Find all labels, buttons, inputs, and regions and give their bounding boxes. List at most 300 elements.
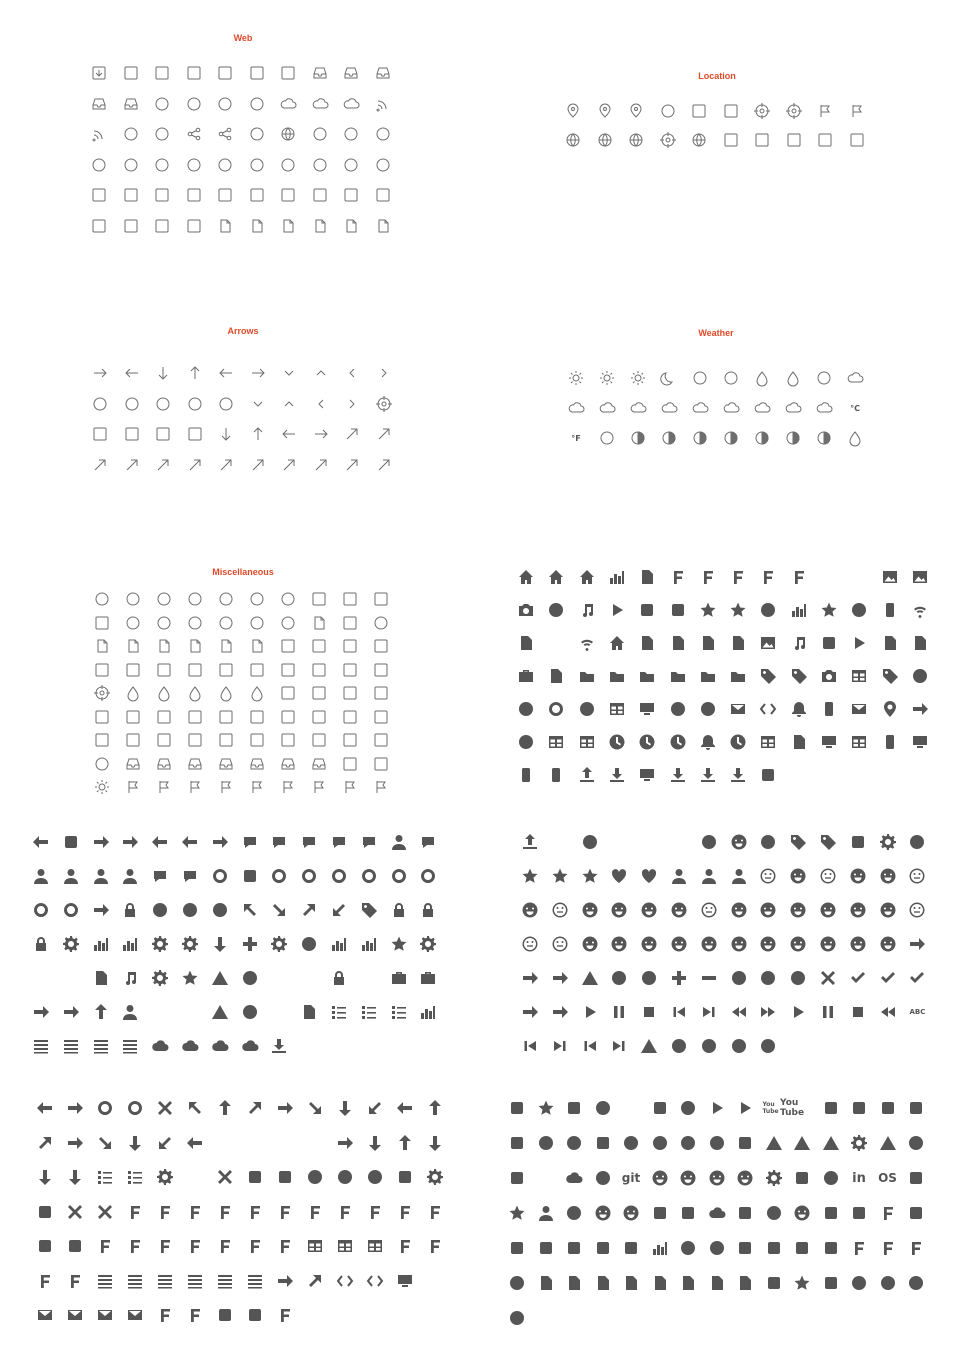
solid-d-arrowL-icon <box>184 1132 206 1154</box>
solid-c-face-icon <box>787 933 809 955</box>
solid-d-arrowL-icon <box>34 1097 56 1119</box>
solid-c-tag-icon <box>787 831 809 853</box>
solid-b-lines-icon <box>119 1035 141 1057</box>
solid-c-warn-icon <box>579 967 601 989</box>
arrows-diag-icon <box>121 454 143 476</box>
solid-c-circ-icon <box>906 831 928 853</box>
solid-d-table-icon <box>364 1235 386 1257</box>
solid-d-diagUR-icon <box>304 1270 326 1292</box>
location-pin-icon <box>562 100 584 122</box>
web-circ-icon <box>183 154 205 176</box>
solid-a-cam-icon <box>515 599 537 621</box>
solid-c-face-icon <box>579 933 601 955</box>
solid-b-lock-icon <box>417 899 439 921</box>
misc-box-icon <box>246 659 268 681</box>
solid-a-circ-icon <box>757 599 779 621</box>
solid-d-diagUL-icon <box>184 1097 206 1119</box>
solid-d-sq-icon <box>34 1201 56 1223</box>
web-globe-icon <box>277 123 299 145</box>
solid-c-face-icon <box>638 933 660 955</box>
misc-circ-icon <box>91 588 113 610</box>
solid-a-play-icon <box>606 599 628 621</box>
misc-tray-icon <box>277 753 299 775</box>
solid-a-table-icon <box>848 665 870 687</box>
misc-circ-icon <box>184 612 206 634</box>
solid-c-play-icon <box>787 1001 809 1023</box>
web-doc-icon <box>277 215 299 237</box>
location-globe-icon <box>562 129 584 151</box>
solid-a-doc-icon <box>909 632 931 654</box>
misc-flag-icon <box>277 776 299 798</box>
solid-d-arrowR-icon <box>274 1270 296 1292</box>
solid-a-clock-icon <box>667 731 689 753</box>
solid-b-arrowU-icon <box>90 1001 112 1023</box>
solid-b-ring-icon <box>30 899 52 921</box>
misc-box-icon <box>339 635 361 657</box>
misc-box-icon <box>370 682 392 704</box>
arrows-diag-icon <box>215 454 237 476</box>
solid-a-folder-icon <box>667 665 689 687</box>
solid-c-check-icon <box>877 967 899 989</box>
solid-a-folder-icon <box>606 665 628 687</box>
web-box-icon <box>214 62 236 84</box>
arrows-chevU-icon <box>310 362 332 384</box>
arrows-diag-icon <box>152 454 174 476</box>
web-box-icon <box>151 184 173 206</box>
arrows-circ-icon <box>121 393 143 415</box>
solid-d-letterF-icon <box>364 1201 386 1223</box>
weather-drop-icon <box>782 367 804 389</box>
solid-b-drop-icon <box>268 967 290 989</box>
misc-box-icon <box>308 659 330 681</box>
misc-box-icon <box>308 682 330 704</box>
arrows-arrowR-icon <box>310 423 332 445</box>
solid-b-ring-icon <box>358 865 380 887</box>
solid-c-circ-icon <box>668 1035 690 1057</box>
solid-c-face-icon <box>728 899 750 921</box>
solid-e-warn-icon <box>877 1132 899 1154</box>
solid-c-face-icon <box>847 865 869 887</box>
solid-e-circ-icon <box>506 1307 528 1329</box>
solid-b-circ-icon <box>149 899 171 921</box>
solid-b-cloud-icon <box>149 1035 171 1057</box>
misc-box-icon <box>277 729 299 751</box>
location-pin-icon <box>625 100 647 122</box>
solid-a-doc-icon <box>545 665 567 687</box>
solid-c-face-icon <box>668 899 690 921</box>
arrows-box-icon <box>121 423 143 445</box>
misc-box-icon <box>308 635 330 657</box>
web-circ-icon <box>151 123 173 145</box>
arrows-diag-icon <box>89 454 111 476</box>
solid-c-face-icon <box>668 933 690 955</box>
solid-c-star-icon <box>519 865 541 887</box>
solid-e-face-icon <box>791 1202 813 1224</box>
solid-b-bars-icon <box>119 933 141 955</box>
solid-c-face-icon <box>579 899 601 921</box>
misc-circ-icon <box>246 612 268 634</box>
solid-c-skipS-icon <box>579 1035 601 1057</box>
solid-b-warn-icon <box>209 1001 231 1023</box>
solid-e-sq-icon <box>877 1097 899 1119</box>
solid-d-letterF-icon <box>64 1270 86 1292</box>
misc-doc-icon <box>215 635 237 657</box>
solid-c-flag-icon <box>638 831 660 853</box>
solid-d-lines-icon <box>94 1270 116 1292</box>
solid-e-circ-icon <box>677 1237 699 1259</box>
solid-b-listB-icon <box>328 1001 350 1023</box>
solid-a-tag-icon <box>788 665 810 687</box>
misc-box-icon <box>91 659 113 681</box>
solid-a-ul-icon <box>576 764 598 786</box>
solid-e-letterF-icon <box>905 1237 927 1259</box>
solid-d-chev-icon <box>274 1132 296 1154</box>
solid-e-doc-icon <box>734 1272 756 1294</box>
solid-c-arrowR-icon <box>519 967 541 989</box>
solid-b-bars-icon <box>328 933 350 955</box>
weather-circ-icon <box>689 367 711 389</box>
misc-circ-icon <box>122 588 144 610</box>
misc-box-icon <box>184 659 206 681</box>
solid-c-globe-icon <box>549 831 571 853</box>
solid-b-diagDL-icon <box>328 899 350 921</box>
solid-e-circ-icon <box>848 1272 870 1294</box>
solid-a-mail-icon <box>727 698 749 720</box>
solid-d-arrowD-icon <box>34 1166 56 1188</box>
misc-box-icon <box>91 729 113 751</box>
solid-a-folder-icon <box>697 665 719 687</box>
solid-d-letterF-icon <box>184 1235 206 1257</box>
solid-e-face-icon <box>706 1167 728 1189</box>
location-box-icon <box>720 100 742 122</box>
solid-e-circ-icon <box>820 1167 842 1189</box>
solid-a-doc-icon <box>636 632 658 654</box>
misc-target-icon <box>91 682 113 704</box>
solid-e-gear-icon <box>763 1167 785 1189</box>
solid-a-circ-icon <box>909 665 931 687</box>
solid-b-drop-icon <box>30 967 52 989</box>
solid-b-plus-icon <box>239 933 261 955</box>
solid-e-cloud-icon <box>563 1167 585 1189</box>
misc-box-icon <box>184 706 206 728</box>
solid-c-share-icon <box>608 831 630 853</box>
web-box-icon <box>246 184 268 206</box>
solid-b-lock-icon <box>119 899 141 921</box>
solid-c-warn-icon <box>638 1035 660 1057</box>
solid-b-star-icon <box>179 967 201 989</box>
web-box-icon <box>151 215 173 237</box>
solid-b-lines-icon <box>90 1035 112 1057</box>
solid-d-cross-icon <box>94 1201 116 1223</box>
solid-a-image-icon <box>757 632 779 654</box>
misc-flag-icon <box>308 776 330 798</box>
solid-b-gear-icon <box>149 967 171 989</box>
solid-d-arrowD-icon <box>64 1166 86 1188</box>
misc-box-icon <box>122 706 144 728</box>
solid-c-circ-icon <box>608 967 630 989</box>
solid-d-letterF-icon <box>124 1201 146 1223</box>
solid-d-diagDL-icon <box>154 1132 176 1154</box>
solid-d-letterF-icon <box>424 1201 446 1223</box>
solid-a-doc-icon <box>636 566 658 588</box>
solid-b-arrowD-icon <box>209 933 231 955</box>
solid-d-arrowU-icon <box>214 1097 236 1119</box>
solid-a-drop-icon <box>818 566 840 588</box>
web-doc-icon <box>309 215 331 237</box>
web-circ-icon <box>183 93 205 115</box>
misc-flag-icon <box>153 776 175 798</box>
weather-cloud-icon <box>658 397 680 419</box>
solid-c-arrowR-icon <box>519 1001 541 1023</box>
solid-c-check-icon <box>906 967 928 989</box>
web-circ-icon <box>88 154 110 176</box>
solid-c-face-icon <box>728 831 750 853</box>
solid-b-drop-icon <box>358 967 380 989</box>
solid-d-sq-icon <box>214 1304 236 1326</box>
misc-tray-icon <box>215 753 237 775</box>
solid-e-circ-icon <box>706 1237 728 1259</box>
solid-a-sq-icon <box>818 632 840 654</box>
solid-d-table-icon <box>304 1235 326 1257</box>
misc-box-icon <box>277 635 299 657</box>
web-box-icon <box>214 184 236 206</box>
solid-b-arrowR-icon <box>90 831 112 853</box>
solid-d-screen-icon <box>394 1270 416 1292</box>
web-circ-icon <box>277 154 299 176</box>
solid-a-letterF-icon <box>757 566 779 588</box>
web-circ-icon <box>214 93 236 115</box>
solid-b-bars-icon <box>358 933 380 955</box>
solid-c-face-icon <box>817 933 839 955</box>
weather-cloud-icon <box>627 397 649 419</box>
solid-b-bars-icon <box>90 933 112 955</box>
solid-e-doc-icon <box>706 1272 728 1294</box>
solid-d-arrowR-icon <box>64 1097 86 1119</box>
weather-cloud-icon <box>689 397 711 419</box>
solid-c-play-icon <box>579 1001 601 1023</box>
solid-d-mail-icon <box>124 1304 146 1326</box>
solid-a-star-icon <box>697 599 719 621</box>
solid-e-warn-icon <box>820 1132 842 1154</box>
solid-d-sq-icon <box>34 1235 56 1257</box>
misc-box-icon <box>308 706 330 728</box>
arrows-arrowL-icon <box>121 362 143 384</box>
web-doc-icon <box>246 215 268 237</box>
solid-b-arrowR-icon <box>119 831 141 853</box>
solid-e-sq-icon <box>820 1272 842 1294</box>
solid-c-face-icon <box>847 933 869 955</box>
solid-e-cloud-icon <box>706 1202 728 1224</box>
solid-c-heart-icon <box>608 865 630 887</box>
misc-circ-icon <box>277 588 299 610</box>
solid-d-sq-icon <box>274 1166 296 1188</box>
arrows-diag-icon <box>310 454 332 476</box>
solid-d-diagDR-icon <box>94 1132 116 1154</box>
web-tray-icon <box>372 62 394 84</box>
solid-c-rw-icon <box>728 1001 750 1023</box>
location-box-icon <box>688 100 710 122</box>
solid-d-letterF-icon <box>244 1201 266 1223</box>
solid-e-sq-icon <box>905 1097 927 1119</box>
web-box-icon <box>120 215 142 237</box>
solid-d-arrowL-icon <box>394 1097 416 1119</box>
solid-a-doc-icon <box>879 632 901 654</box>
misc-circ-icon <box>122 612 144 634</box>
solid-b-arrowR-icon <box>60 1001 82 1023</box>
solid-e-doc-icon <box>649 1272 671 1294</box>
solid-e-youtube_wordmark-label: You Tube <box>762 1101 779 1115</box>
solid-c-stop-icon <box>638 1001 660 1023</box>
solid-e-circ-icon <box>905 1132 927 1154</box>
section-title-weather: Weather <box>698 328 734 338</box>
solid-c-plus-icon <box>668 967 690 989</box>
web-tray-icon <box>340 62 362 84</box>
solid-d-sq-icon <box>64 1235 86 1257</box>
solid-a-circ-icon <box>848 599 870 621</box>
solid-a-dl-icon <box>697 764 719 786</box>
solid-a-doc-icon <box>697 632 719 654</box>
solid-d-diagUR-icon <box>244 1097 266 1119</box>
location-globe-icon <box>688 129 710 151</box>
solid-e-circ-icon <box>877 1272 899 1294</box>
solid-e-doc-icon <box>677 1272 699 1294</box>
misc-tray-icon <box>184 753 206 775</box>
solid-c-skipS-icon <box>668 1001 690 1023</box>
solid-a-bell-icon <box>788 698 810 720</box>
arrows-chevL-icon <box>310 393 332 415</box>
solid-e-sq-icon <box>535 1237 557 1259</box>
solid-e-face-icon <box>649 1167 671 1189</box>
solid-a-house-icon <box>515 566 537 588</box>
solid-c-arrowR-icon <box>549 1001 571 1023</box>
solid-c-ul-icon <box>519 831 541 853</box>
solid-b-bubble-icon <box>149 865 171 887</box>
weather-celsius-label: °C <box>850 403 860 413</box>
misc-box-icon <box>215 706 237 728</box>
solid-d-arrowU-icon <box>424 1097 446 1119</box>
solid-e-youtube_wordmark-label: You Tube <box>780 1098 805 1118</box>
solid-a-circ-icon <box>667 698 689 720</box>
solid-c-faceO-icon <box>549 933 571 955</box>
solid-b-warn-icon <box>209 967 231 989</box>
solid-d-diagDL-icon <box>364 1097 386 1119</box>
solid-c-face-icon <box>877 933 899 955</box>
solid-e-circ-icon <box>563 1132 585 1154</box>
section-title-misc: Miscellaneous <box>212 567 274 577</box>
arrows-chevU-icon <box>278 393 300 415</box>
solid-e-sq-icon <box>734 1132 756 1154</box>
solid-a-briefcase-icon <box>515 665 537 687</box>
solid-a-doc-icon <box>667 632 689 654</box>
solid-a-doc-icon <box>788 731 810 753</box>
solid-c-faceO-icon <box>757 865 779 887</box>
solid-d-bracket-icon <box>334 1270 356 1292</box>
solid-a-screen-icon <box>818 731 840 753</box>
solid-c-skipE-icon <box>698 1001 720 1023</box>
solid-b-arrowL-icon <box>30 831 52 853</box>
solid-b-star-icon <box>388 933 410 955</box>
solid-e-circ-icon <box>506 1272 528 1294</box>
solid-a-circ-icon <box>576 698 598 720</box>
misc-box-icon <box>370 729 392 751</box>
arrows-diag-icon <box>247 454 269 476</box>
solid-d-lines-icon <box>244 1270 266 1292</box>
solid-d-letterF-icon <box>154 1304 176 1326</box>
solid-a-phone-icon <box>879 599 901 621</box>
solid-c-face-icon <box>877 865 899 887</box>
solid-d-circ-icon <box>304 1166 326 1188</box>
misc-box-icon <box>153 729 175 751</box>
misc-circ-icon <box>370 612 392 634</box>
solid-a-letterF-icon <box>727 566 749 588</box>
solid-d-chevU-icon <box>184 1166 206 1188</box>
solid-b-user-icon <box>30 865 52 887</box>
solid-e-sq-icon <box>649 1097 671 1119</box>
solid-e-warn-icon <box>791 1132 813 1154</box>
misc-doc-icon <box>184 635 206 657</box>
web-tray-icon <box>309 62 331 84</box>
solid-e-sq-icon <box>592 1237 614 1259</box>
solid-c-skipE-icon <box>549 1035 571 1057</box>
solid-d-circ-icon <box>334 1166 356 1188</box>
arrows-diag-icon <box>184 454 206 476</box>
solid-b-gear-icon <box>179 933 201 955</box>
arrows-chev-icon <box>247 393 269 415</box>
weather-cloud-icon <box>782 397 804 419</box>
solid-e-git-label: git <box>621 1171 641 1185</box>
solid-c-circ-icon <box>757 831 779 853</box>
solid-b-circ-icon <box>239 1001 261 1023</box>
solid-d-listB-icon <box>94 1166 116 1188</box>
solid-e-circ-icon <box>905 1272 927 1294</box>
web-share-icon <box>214 123 236 145</box>
solid-e-drop-icon <box>535 1167 557 1189</box>
solid-d-arrowR-icon <box>274 1097 296 1119</box>
misc-doc-icon <box>122 635 144 657</box>
solid-e-circ-icon <box>592 1167 614 1189</box>
solid-a-doc-icon <box>727 632 749 654</box>
solid-a-letterF-icon <box>788 566 810 588</box>
misc-drop-icon <box>184 682 206 704</box>
solid-b-ring-icon <box>60 899 82 921</box>
weather-half-icon <box>813 427 835 449</box>
web-circ-icon <box>309 123 331 145</box>
section-title-arrows: Arrows <box>227 326 259 336</box>
solid-e-face-icon <box>677 1167 699 1189</box>
solid-d-letterF-icon <box>214 1235 236 1257</box>
solid-c-faceO-icon <box>698 899 720 921</box>
solid-e-sq-icon <box>592 1132 614 1154</box>
misc-drop-icon <box>215 682 237 704</box>
solid-e-circ-icon <box>620 1132 642 1154</box>
solid-d-ring-icon <box>124 1097 146 1119</box>
arrows-arrowL-icon <box>278 423 300 445</box>
solid-b-bars-icon <box>417 1001 439 1023</box>
solid-c-face-icon <box>608 933 630 955</box>
web-circ-icon <box>246 93 268 115</box>
arrows-box-icon <box>152 423 174 445</box>
solid-b-drop-icon <box>268 1001 290 1023</box>
solid-e-doc-icon <box>592 1272 614 1294</box>
solid-c-faceO-icon <box>549 899 571 921</box>
web-doc-icon <box>340 215 362 237</box>
misc-box-icon <box>339 729 361 751</box>
misc-circ-icon <box>184 588 206 610</box>
solid-c-gear-icon <box>877 831 899 853</box>
solid-c-rw-icon <box>877 1001 899 1023</box>
solid-b-circ-icon <box>179 899 201 921</box>
solid-a-drop-icon <box>848 566 870 588</box>
